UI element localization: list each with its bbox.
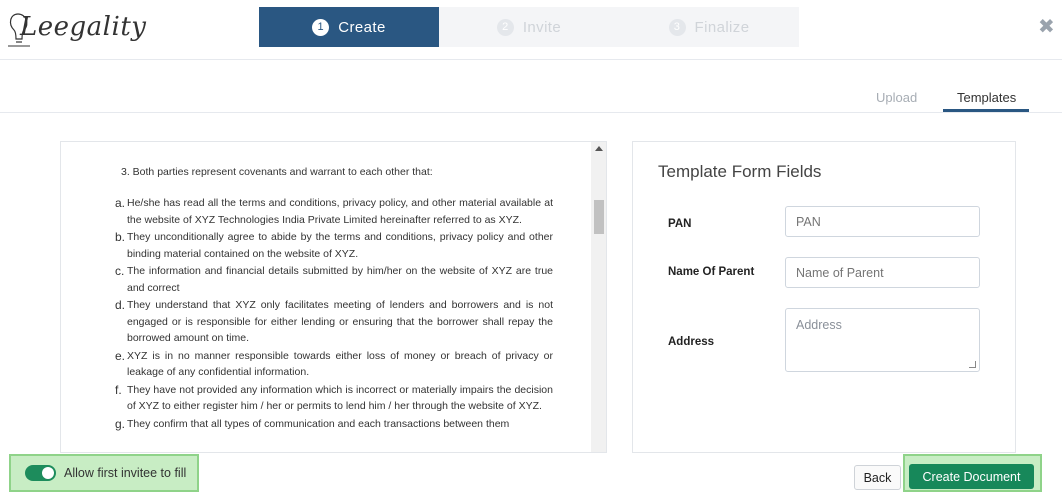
- pan-label: PAN: [668, 218, 692, 230]
- list-item: [115, 229, 553, 262]
- back-button[interactable]: Back: [854, 465, 901, 490]
- list-item-text: They confirm that all types of communication and each transactions between them: [127, 417, 510, 430]
- list-item-text: They unconditionally agree to abide by the terms and conditions, privacy policy and other binding material contained on the website of XYZ.: [127, 231, 553, 260]
- form-title: Template Form Fields: [658, 162, 822, 181]
- toggle-knob: [42, 467, 54, 479]
- list-marker: e.: [115, 348, 126, 363]
- top-bar: [0, 0, 1062, 60]
- logo: [6, 6, 147, 50]
- document-preview[interactable]: [60, 141, 607, 453]
- step-number: 1: [312, 19, 329, 36]
- source-tabs: [0, 60, 1062, 113]
- step-number: 2: [497, 19, 514, 36]
- scroll-up-icon[interactable]: [595, 146, 603, 151]
- list-item-text: They understand that XYZ only facilitates meeting of lenders and borrowers and is not engaged or is responsible for either lending or ensuring that the borrower shall repay the borrowed amount on time.: [127, 299, 553, 344]
- list-item: [115, 348, 553, 381]
- list-item-text: They have not provided any information which is incorrect or materially impairs the decision of XYZ to either register him / her or permits to lend him / her through the website of XYZ.: [127, 383, 553, 412]
- tab-upload[interactable]: Upload: [876, 90, 918, 105]
- address-label: Address: [668, 336, 715, 348]
- step-label: Finalize: [694, 18, 750, 36]
- step-number: 3: [669, 19, 686, 36]
- step-invite[interactable]: [439, 7, 619, 47]
- active-tab-indicator: [943, 109, 1029, 112]
- list-marker: a.: [115, 196, 126, 210]
- create-document-highlight: [903, 454, 1042, 492]
- list-marker: f.: [115, 382, 122, 397]
- step-label: Invite: [522, 18, 562, 36]
- allow-first-invitee-toggle-group: [9, 454, 199, 492]
- step-finalize[interactable]: [619, 7, 799, 47]
- close-icon[interactable]: ✖: [1038, 16, 1055, 38]
- document-scrollbar[interactable]: [591, 142, 607, 453]
- parent-name-label: Name Of Parent: [668, 266, 755, 278]
- document-content: [61, 142, 591, 453]
- address-placeholder: Address: [796, 318, 842, 332]
- document-clause-list: [61, 195, 591, 433]
- list-marker: d.: [115, 298, 126, 312]
- parent-name-input[interactable]: [785, 257, 980, 288]
- create-document-button[interactable]: Create Document: [909, 464, 1034, 489]
- list-item-text: XYZ is in no manner responsible towards either loss of money or breach of privacy or leakage of any confidential information.: [127, 349, 553, 378]
- list-item: [115, 297, 553, 347]
- document-clause-intro: 3. Both parties represent covenants and warrant to each other that:: [121, 166, 433, 178]
- list-marker: g.: [115, 416, 126, 431]
- resize-grip-icon[interactable]: [969, 361, 976, 368]
- step-create[interactable]: [259, 7, 439, 47]
- list-item: [115, 382, 553, 415]
- scroll-thumb[interactable]: [594, 200, 604, 234]
- list-marker: c.: [115, 264, 125, 278]
- list-item: [115, 195, 553, 228]
- template-form-panel: [632, 141, 1016, 453]
- toggle-label: Allow first invitee to fill: [64, 466, 187, 480]
- stepper: [259, 7, 799, 47]
- step-label: Create: [338, 18, 386, 36]
- pan-input[interactable]: [785, 206, 980, 237]
- logo-text: Leegality: [20, 12, 147, 42]
- list-marker: b.: [115, 230, 126, 244]
- list-item: [115, 416, 553, 433]
- address-textarea[interactable]: [785, 308, 980, 372]
- list-item-text: He/she has read all the terms and conditions, privacy policy, and other material available at the website of XYZ Technologies India Private Limited hereinafter referred to as XYZ.: [127, 197, 553, 226]
- allow-first-invitee-toggle[interactable]: [25, 465, 56, 481]
- list-item-text: The information and financial details submitted by him/her on the website of XYZ are true and correct: [127, 265, 553, 294]
- tab-templates[interactable]: Templates: [957, 90, 1017, 105]
- list-item: [115, 263, 553, 296]
